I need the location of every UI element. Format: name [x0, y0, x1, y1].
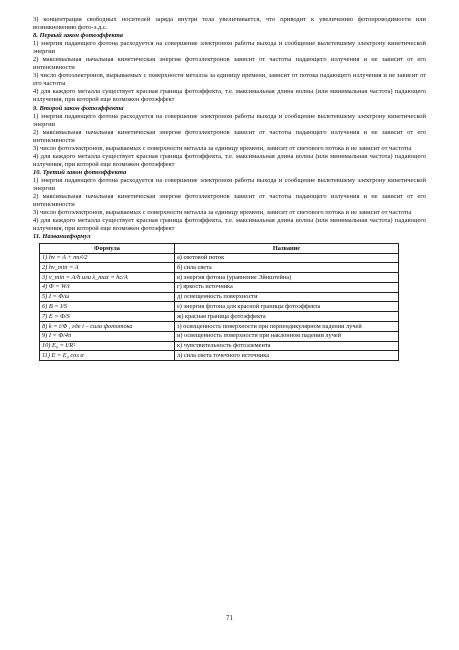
row-number: 4) — [42, 283, 48, 291]
name-cell: л) сила света точечного источника — [175, 351, 399, 361]
name-cell: г) яркость источника — [175, 282, 399, 292]
formula: E₀ = I/R² — [51, 342, 75, 350]
list-item: 4) для каждого металла существует красная граница фотоэффекта, т.е. максимальная длина волны (или минимальная частота) падающего излучения, при которой еще возможен фотоэффект — [33, 88, 426, 104]
table-row — [40, 282, 399, 292]
row-number: 5) — [42, 293, 48, 301]
section-heading — [33, 105, 426, 113]
formula: E = E₀ cos α — [51, 351, 84, 359]
table-row — [40, 351, 399, 361]
row-number: 8) — [42, 322, 48, 330]
list-item: 2) максимальная начальная кинетическая энергия фотоэлектронов зависит от частоты падающего излучения и не зависит от его интенсивности — [33, 193, 426, 209]
table-row — [40, 302, 399, 312]
row-number: 10) — [42, 342, 51, 350]
formula-cell — [40, 312, 175, 322]
table-row — [40, 312, 399, 322]
formula: I = Φ/4π — [48, 332, 72, 340]
formula: E = Φ/S — [48, 312, 70, 320]
name-cell: б) сила света — [175, 263, 399, 273]
table-row — [40, 321, 399, 331]
section-number: 8. — [33, 32, 38, 40]
list-item: 3) число фотоэлектронов, вырываемых с поверхности металла за единицу времени, зависит от потока падающего излучения и не зависит от его частоты — [33, 72, 426, 88]
formula: Φ = W/t — [48, 283, 70, 291]
section-number: 11. — [33, 233, 41, 241]
document-page — [33, 16, 426, 361]
formula: hν_min = A — [48, 263, 79, 271]
table-row — [40, 263, 399, 273]
formula-cell — [40, 331, 175, 341]
column-header-name: Название — [175, 244, 399, 253]
section-title: Названиеформул — [42, 233, 91, 241]
formula-cell — [40, 253, 175, 263]
formula-cell — [40, 292, 175, 302]
formula: ν_min = A/h или λ_max = hc/A — [48, 273, 128, 281]
list-item: 2) максимальная начальная кинетическая энергия фотоэлектронов зависит от частоты падающего излучения и не зависит от его интенсивности — [33, 128, 426, 144]
list-item: 1) энергия падающего фотона расходуется на совершение электроном работы выхода и сообщение вылетевшему электрону кинетической энергии — [33, 40, 426, 56]
row-number: 1) — [42, 254, 48, 262]
table-row — [40, 341, 399, 351]
section-number: 9. — [33, 104, 38, 112]
section-title: Первый закон фотоэффекта — [39, 32, 124, 40]
intro-paragraph: 3) концентрация свободных носителей заряда внутри тела увеличивается, что приводит к увеличению фотопроводимости или возникновению фото-э.д.с. — [33, 16, 426, 32]
list-item: 2) максимальная начальная кинетическая энергия фотоэлектронов зависит от частоты падающего излучения и не зависит от его интенсивности — [33, 56, 426, 72]
section-first-law — [33, 32, 426, 104]
section-number: 10. — [33, 168, 42, 176]
list-item: 1) энергия падающего фотона расходуется на совершение электроном работы выхода и сообщение вылетевшему электрону кинетической энергии — [33, 112, 426, 128]
formula-cell — [40, 282, 175, 292]
name-cell: а) световой поток — [175, 253, 399, 263]
table-row — [40, 292, 399, 302]
name-cell: ж) красная граница фотоэффекта — [175, 312, 399, 322]
list-item: 1) энергия падающего фотона расходуется на совершение электроном работы выхода и сообщение вылетевшему электрону кинетической энергии — [33, 176, 426, 192]
list-item: 3) число фотоэлектронов, вырываемых с поверхности металла за единицу времени, зависит от светового потока и не зависит от частоты — [33, 144, 412, 152]
section-heading — [33, 169, 426, 177]
name-cell: е) энергия фотона для красной границы фотоэффекта — [175, 302, 399, 312]
row-number: 9) — [42, 332, 48, 340]
section-title: Третий закон фотоэффекта — [42, 168, 127, 176]
section-second-law — [33, 105, 426, 169]
section-title: Второй закон фотоэффекта — [39, 104, 124, 112]
name-cell: и) освещенность поверхности при наклонном падении лучей — [175, 331, 399, 341]
formula: k = i/Φ , где i – сила фототока — [48, 322, 133, 330]
section-heading — [33, 233, 426, 241]
name-cell: в) энергия фотона (уравнение Эйнштейна) — [175, 273, 399, 283]
name-cell: к) чувствительность фотоэлемента — [175, 341, 399, 351]
table-header-row — [40, 244, 399, 253]
formula: B = I/S — [48, 303, 68, 310]
formula-cell — [40, 302, 175, 312]
formula-cell — [40, 341, 175, 351]
formula-cell — [40, 321, 175, 331]
section-third-law — [33, 169, 426, 233]
row-number: 3) — [42, 273, 48, 281]
row-number: 11) — [42, 351, 50, 359]
table-row — [40, 331, 399, 341]
formula-table — [39, 243, 399, 361]
row-number: 2) — [42, 263, 48, 271]
list-item: 4) для каждого металла существует красная граница фотоэффекта, т.е. максимальная длина волны (или минимальная частота) падающего излучения, при которой еще возможен фотоэффект — [33, 152, 426, 168]
section-heading — [33, 32, 426, 40]
row-number: 7) — [42, 312, 48, 320]
table-row — [40, 273, 399, 283]
formula: I = Φ/ω — [48, 293, 70, 301]
formula-cell — [40, 263, 175, 273]
list-item: 3) число фотоэлектронов, вырываемых с поверхности металла за единицу времени, зависит от светового потока и не зависит от частоты — [33, 209, 412, 217]
name-cell: з) освещенность поверхности при перпендикулярном падении лучей — [175, 321, 399, 331]
formula-cell — [40, 351, 175, 361]
formula-cell — [40, 273, 175, 283]
row-number: 6) — [42, 303, 48, 310]
column-header-formula: Формула — [40, 244, 175, 253]
name-cell: д) освещенность поверхности — [175, 292, 399, 302]
page-number: 71 — [226, 614, 233, 622]
formula: hν = A + mυ²/2 — [48, 254, 88, 262]
list-item: 4) для каждого металла существует красная граница фотоэффекта, т.е. максимальная длина волны (или минимальная частота) падающего излучения, при которой еще возможен фотоэффект — [33, 217, 426, 233]
table-row — [40, 253, 399, 263]
